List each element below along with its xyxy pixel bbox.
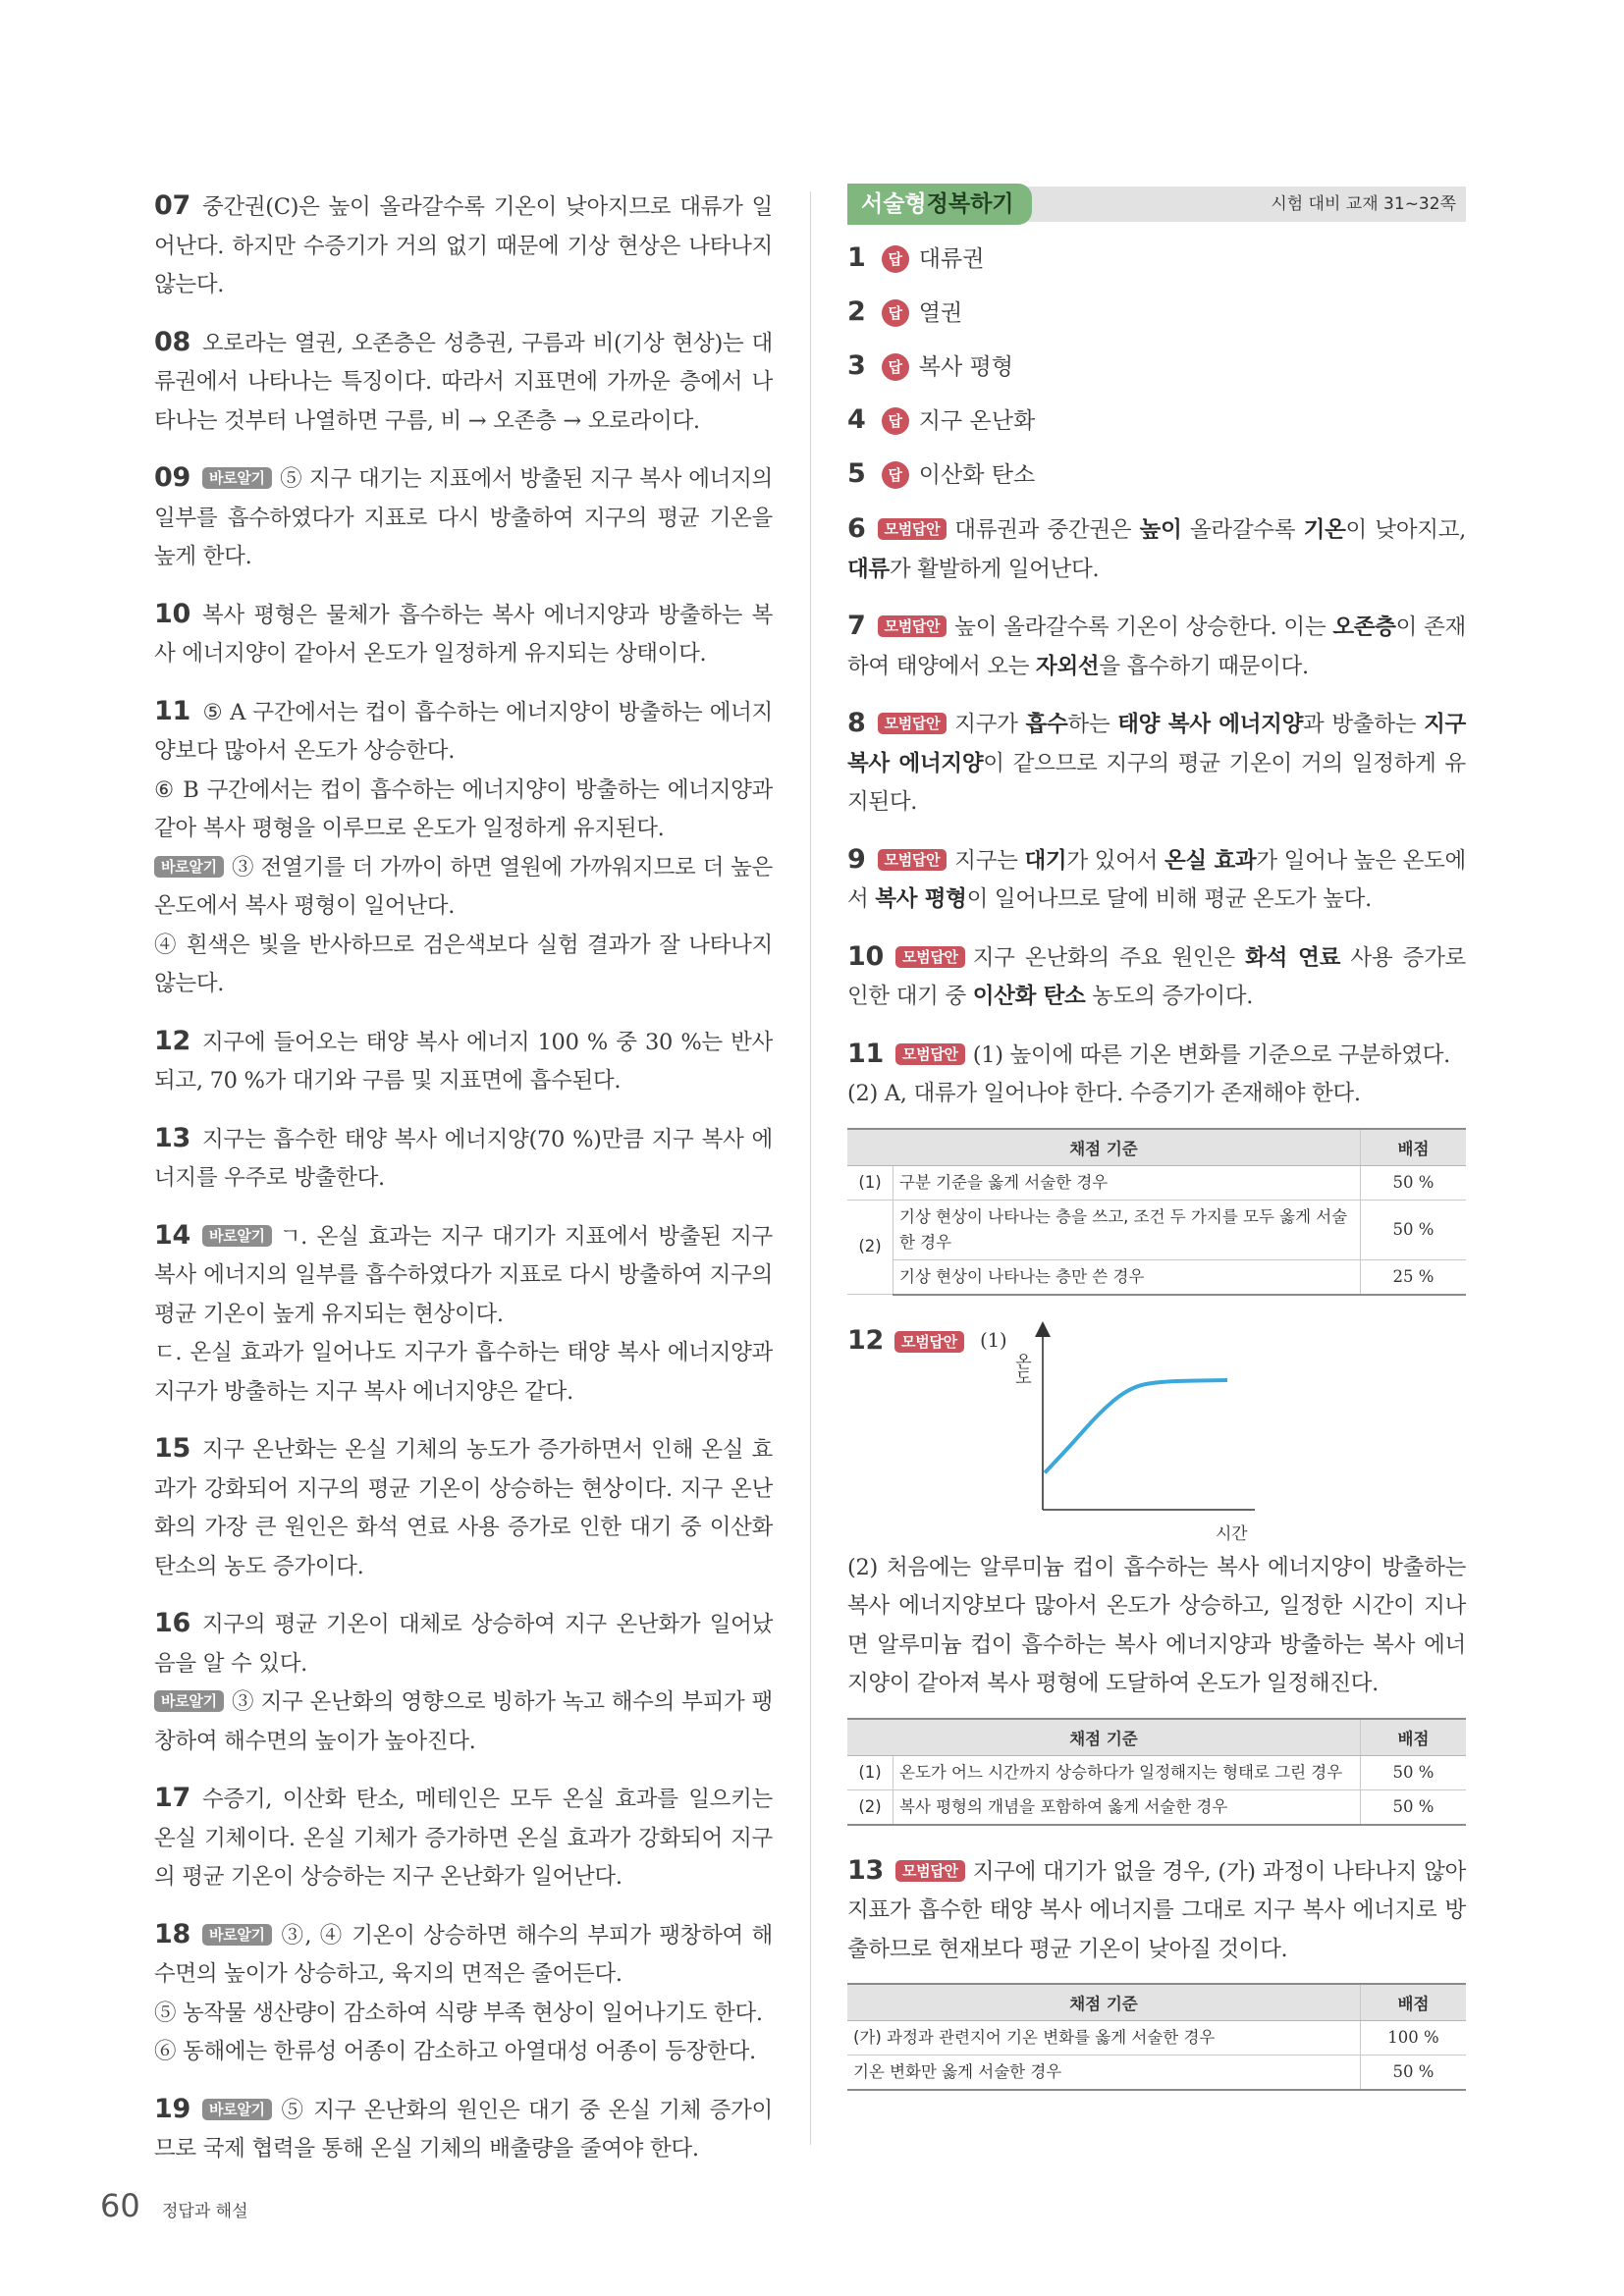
temperature-time-chart <box>1009 1321 1304 1549</box>
footer-label: 정답과 해설 <box>162 2202 248 2221</box>
page-number: 60 <box>100 2187 140 2224</box>
table-row: (2) 기상 현상이 나타나는 층을 쓰고, 조건 두 가지를 모두 옳게 서술한 경우 50 % <box>847 1200 1466 1259</box>
table-row: 기상 현상이 나타나는 층만 쓴 경우 25 % <box>847 1259 1466 1295</box>
essay-answer-7: 7 모범답안 높이 올라갈수록 기온이 상승한다. 이는 오존층이 존재하여 태양에서 오는 자외선을 흡수하기 때문이다. <box>847 611 1466 679</box>
table-header-row: 채점 기준 배점 <box>847 1984 1466 2021</box>
model-answer-tag: 모범답안 <box>894 1331 964 1353</box>
answer-17: 17 수증기, 이산화 탄소, 메테인은 모두 온실 효과를 일으키는 온실 기체이다. 온실 기체가 증가하면 온실 효과가 강화되어 지구의 평균 기온이 상승하는 지구 온난화가 일어난다. <box>154 1783 773 1890</box>
answer-badge-icon: 답 <box>882 299 909 327</box>
model-answer-tag: 모범답안 <box>895 946 965 968</box>
essay-answer-10: 10 모범답안 지구 온난화의 주요 원인은 화석 연료 사용 증가로 인한 대기 중 이산화 탄소 농도의 증가이다. <box>847 940 1466 1009</box>
essay-answer-12: 12 모범답안 (1) 온도 시간 (2) 처음에는 알루미늄 컵이 흡수하는 복사 에너지양이 방출하는 복사 에너지양보다 많아서 온도가 상승하고, 일정한 시간이 지나면 알루미늄 컵이 흡수하는 복사 에너지양과 방출하는 복사 에너지양이 같아져 복사 평형에 도달하여 온도가 일정해진다. <box>847 1321 1466 1704</box>
answer-badge-icon: 답 <box>882 407 909 435</box>
answer-18: 18 바로알기 ③, ④ 기온이 상승하면 해수의 부피가 팽창하여 해수면의 높이가 상승하고, 육지의 면적은 줄어든다. ⑤ 농작물 생산량이 감소하여 식량 부족 현상이 일어나기도 한다. ⑥ 동해에는 한류성 어종이 감소하고 아열대성 어종이 등장한다. <box>154 1918 773 2064</box>
essay-answer-6: 6 모범답안 대류권과 중간권은 높이 올라갈수록 기온이 낮아지고, 대류가 활발하게 일어난다. <box>847 513 1466 582</box>
essay-answer-13: 13 모범답안 지구에 대기가 없을 경우, (가) 과정이 나타나지 않아 지표가 흡수한 태양 복사 에너지를 그대로 지구 복사 에너지로 방출하므로 현재보다 평균 기온이 낮아질 것이다. <box>847 1854 1466 1962</box>
answer-10: 10 복사 평형은 물체가 흡수하는 복사 에너지양과 방출하는 복사 에너지양이 같아서 온도가 일정하게 유지되는 상태이다. <box>154 598 773 667</box>
scoring-table-11 <box>847 1128 1466 1296</box>
short-answer-3: 3 답 복사 평형 <box>847 350 1013 381</box>
model-answer-tag: 모범답안 <box>895 1860 965 1882</box>
short-answer-5: 5 답 이산화 탄소 <box>847 458 1036 489</box>
correction-tag: 바로알기 <box>154 1690 224 1712</box>
table-row: (가) 과정과 관련지어 기온 변화를 옳게 서술한 경우 100 % <box>847 2021 1466 2056</box>
short-answer-1: 1 답 대류권 <box>847 242 985 273</box>
answer-13: 13 지구는 흡수한 태양 복사 에너지양(70 %)만큼 지구 복사 에너지를 우주로 방출한다. <box>154 1122 773 1191</box>
model-answer-tag: 모범답안 <box>895 1043 965 1065</box>
answer-15: 15 지구 온난화는 온실 기체의 농도가 증가하면서 인해 온실 효과가 강화되어 지구의 평균 기온이 상승하는 현상이다. 지구 온난화의 가장 큰 원인은 화석 연료 사용 증가로 인한 대기 중 이산화 탄소의 농도 증가이다. <box>154 1433 773 1579</box>
table-row: (1) 구분 기준을 옳게 서술한 경우 50 % <box>847 1165 1466 1200</box>
correction-tag: 바로알기 <box>202 2099 272 2120</box>
correction-tag: 바로알기 <box>154 856 224 878</box>
answer-badge-icon: 답 <box>882 461 909 489</box>
scoring-table-13 <box>847 1983 1466 2091</box>
essay-answer-11: 11 모범답안 (1) 높이에 따른 기온 변화를 기준으로 구분하였다. (2) A, 대류가 일어나야 한다. 수증기가 존재해야 한다. <box>847 1038 1450 1106</box>
essay-answer-8: 8 모범답안 지구가 흡수하는 태양 복사 에너지양과 방출하는 지구 복사 에너지양이 같으므로 지구의 평균 기온이 거의 일정하게 유지된다. <box>847 708 1466 815</box>
short-answer-4: 4 답 지구 온난화 <box>847 404 1036 435</box>
model-answer-tag: 모범답안 <box>878 849 947 871</box>
answer-11: 11 ⑤ A 구간에서는 컵이 흡수하는 에너지양이 방출하는 에너지양보다 많아서 온도가 상승한다. ⑥ B 구간에서는 컵이 흡수하는 에너지양이 방출하는 에너지양과 같아 복사 평형을 이루므로 온도가 일정하게 유지된다. 바로알기 ③ 전열기를 더 가까이 하면 열원에 가까워지므로 더 높은 온도에서 복사 평형이 일어난다. ④ 흰색은 빛을 반사하므로 검은색보다 실험 결과가 잘 나타나지 않는다. <box>154 695 773 996</box>
essay-answer-9: 9 모범답안 지구는 대기가 있어서 온실 효과가 일어나 높은 온도에서 복사 평형이 일어나므로 달에 비해 평균 온도가 높다. <box>847 843 1466 912</box>
reference-note: 시험 대비 교재 31~32쪽 <box>1271 194 1456 214</box>
correction-tag: 바로알기 <box>202 467 272 489</box>
temperature-curve <box>1045 1380 1227 1472</box>
x-axis-label: 시간 <box>1216 1523 1248 1544</box>
answer-16: 16 지구의 평균 기온이 대체로 상승하여 지구 온난화가 일어났음을 알 수 있다. 바로알기 ③ 지구 온난화의 영향으로 빙하가 녹고 해수의 부피가 팽창하여 해수면의 높이가 높아진다. <box>154 1608 773 1754</box>
scoring-table-12 <box>847 1718 1466 1826</box>
right-column <box>847 187 1466 2116</box>
table-row: (1) 온도가 어느 시간까지 상승하다가 일정해지는 형태로 그린 경우 50 % <box>847 1755 1466 1789</box>
y-axis-label: 온도 <box>1011 1352 1031 1385</box>
answer-09: 09 바로알기 ⑤ 지구 대기는 지표에서 방출된 지구 복사 에너지의 일부를 흡수하였다가 지표로 다시 방출하여 지구의 평균 기온을 높게 한다. <box>154 462 773 569</box>
model-answer-tag: 모범답안 <box>878 713 947 734</box>
answer-badge-icon: 답 <box>882 245 909 273</box>
correction-tag: 바로알기 <box>202 1924 272 1946</box>
model-answer-tag: 모범답안 <box>878 518 947 540</box>
answer-badge-icon: 답 <box>882 353 909 381</box>
answer-14: 14 바로알기 ㄱ. 온실 효과는 지구 대기가 지표에서 방출된 지구 복사 에너지의 일부를 흡수하였다가 지표로 다시 방출하여 지구의 평균 기온이 높게 유지되는 현상이다. ㄷ. 온실 효과가 일어나도 지구가 흡수하는 태양 복사 에너지양과 지구가 방출하는 지구 복사 에너지양은 같다. <box>154 1219 773 1405</box>
section-header <box>847 187 1466 222</box>
table-row: (2) 복사 평형의 개념을 포함하여 옳게 서술한 경우 50 % <box>847 1789 1466 1825</box>
table-header-row: 채점 기준 배점 <box>847 1719 1466 1756</box>
answer-19: 19 바로알기 ⑤ 지구 온난화의 원인은 대기 중 온실 기체 증가이므로 국제 협력을 통해 온실 기체의 배출량을 줄여야 한다. <box>154 2093 773 2162</box>
answer-07: 07 중간권(C)은 높이 올라갈수록 기온이 낮아지므로 대류가 일어난다. 하지만 수증기가 거의 없기 때문에 기상 현상은 나타나지 않는다. <box>154 190 773 297</box>
table-header-row: 채점 기준 배점 <box>847 1129 1466 1166</box>
column-divider <box>810 191 811 2145</box>
model-answer-tag: 모범답안 <box>878 615 947 637</box>
left-column <box>154 187 773 2169</box>
answer-12: 12 지구에 들어오는 태양 복사 에너지 100 % 중 30 %는 반사되고, 70 %가 대기와 구름 및 지표면에 흡수된다. <box>154 1025 773 1094</box>
table-row: 기온 변화만 옳게 서술한 경우 50 % <box>847 2056 1466 2091</box>
section-badge: 서술형정복하기 <box>847 184 1032 225</box>
correction-tag: 바로알기 <box>202 1225 272 1247</box>
temperature-chart: 12 모범답안 (1) 온도 시간 <box>847 1321 1466 1549</box>
short-answer-2: 2 답 열권 <box>847 296 963 327</box>
answer-08: 08 오로라는 열권, 오존층은 성층권, 구름과 비(기상 현상)는 대류권에서 나타나는 특징이다. 따라서 지표면에 가까운 층에서 나타나는 것부터 나열하면 구름, 비 → 오존층 → 오로라이다. <box>154 326 773 434</box>
